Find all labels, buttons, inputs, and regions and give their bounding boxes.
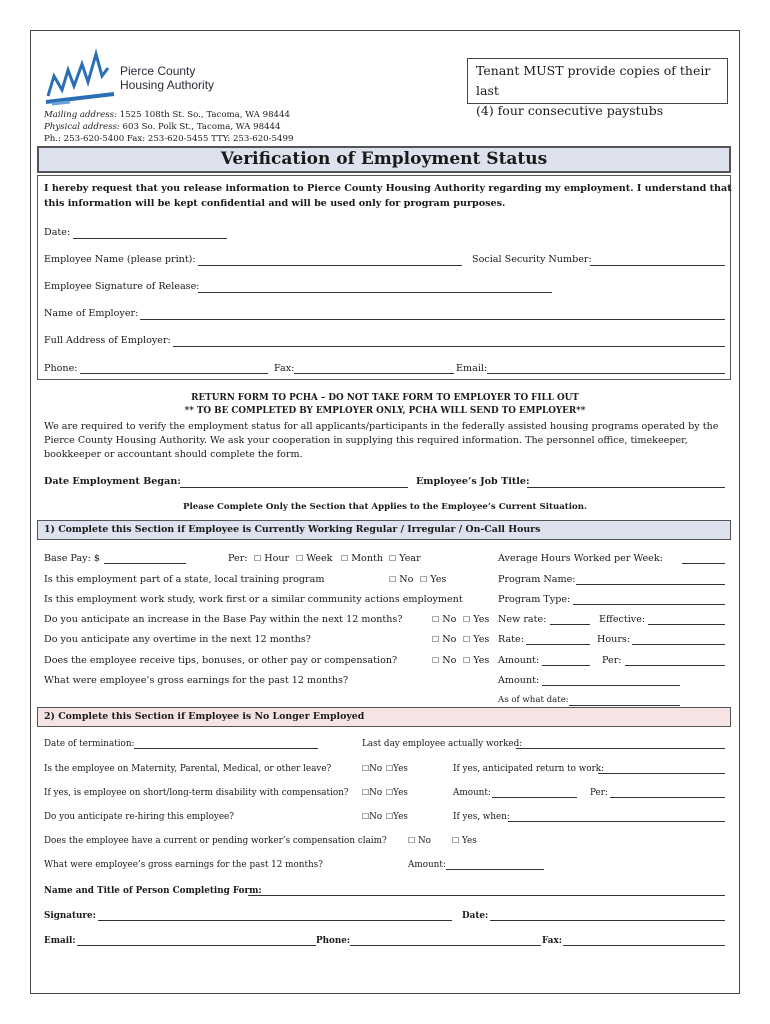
checkbox-icon: ☐ [463,615,471,624]
mailing-address: Mailing address: 1525 108th St. So., Tacoma, WA 98444 [44,110,290,120]
consent-line-2: this information will be kept confidential and will be used only for program purposes. [44,198,506,209]
employer-address-field[interactable] [173,346,725,347]
new-rate-label: New rate: [498,614,547,625]
job-title-label: Employee’s Job Title: [416,476,530,487]
q-work-study: Is this employment work study, work first or a similar community actions employment [44,594,463,605]
gross-amount-2-field[interactable] [446,869,544,870]
disability-per-label: Per: [590,788,608,798]
logo-line-1: Pierce County [120,64,196,78]
checkbox-icon: ☐ [341,554,349,563]
q-gross-earnings-1: What were employee’s gross earnings for the past 12 months? [44,675,349,686]
employer-name-label: Name of Employer: [44,308,139,319]
signature-release-label: Employee Signature of Release: [44,281,200,292]
as-of-date-field[interactable] [569,705,680,706]
logo-name [120,64,214,92]
ssn-label: Social Security Number: [472,254,592,265]
state-training-yes[interactable]: ☐ Yes [420,574,447,585]
rehire-yes[interactable]: ☐Yes [386,812,408,822]
rate-field[interactable] [526,644,590,645]
employer-name-field[interactable] [140,319,725,320]
signature-label: Signature: [44,911,96,921]
completer-fax-field[interactable] [563,945,725,946]
complete-only-note: Please Complete Only the Section that Applies to the Employee’s Current Situation. [183,502,587,512]
date-field[interactable] [73,238,227,239]
completion-date-label: Date: [462,911,489,921]
as-of-date-label: As of what date: [498,695,569,705]
increase-no[interactable]: ☐ No [432,614,457,625]
signature-field[interactable] [98,920,452,921]
q-rehire: Do you anticipate re-hiring this employee? [44,812,234,822]
per-label: Per: [228,553,248,564]
completer-email-label: Email: [44,936,76,946]
date-label: Date: [44,227,71,238]
employer-email-field[interactable] [487,373,725,374]
base-pay-field[interactable] [104,563,186,564]
program-type-label: Program Type: [498,594,571,605]
base-pay-label: Base Pay: $ [44,553,100,564]
name-title-field[interactable] [248,895,725,896]
completer-email-field[interactable] [77,945,316,946]
consent-line-1: I hereby request that you release information to Pierce County Housing Authority regarding my employment. I understand that [44,183,732,194]
employer-email-label: Email: [456,363,488,374]
tips-amount-field[interactable] [542,665,590,666]
employer-fax-field[interactable] [294,373,454,374]
disability-per-field[interactable] [610,797,725,798]
completer-fax-label: Fax: [542,936,562,946]
page-title: Verification of Employment Status [37,146,731,173]
date-began-field[interactable] [180,487,408,488]
disability-amount-field[interactable] [492,797,577,798]
checkbox-icon: ☐ [420,575,428,584]
gross-amount-label: Amount: [498,675,540,686]
q-workers-comp: Does the employee have a current or pending worker’s compensation claim? [44,836,387,846]
per-month-option[interactable]: ☐ Month [341,553,384,564]
employer-phone-label: Phone: [44,363,78,374]
gross-amount-field[interactable] [542,685,680,686]
paystub-notice: Tenant MUST provide copies of their last (4) four consecutive paystubs [467,58,728,104]
checkbox-icon: ☐ [463,656,471,665]
last-day-field[interactable] [516,748,725,749]
increase-yes[interactable]: ☐ Yes [463,614,490,625]
section2-heading: 2) Complete this Section if Employee is No Longer Employed [37,707,731,727]
logo-line-2: Housing Authority [120,78,215,92]
effective-field[interactable] [648,624,725,625]
checkbox-icon: ☐ [408,836,416,845]
checkbox-icon: ☐ [432,615,440,624]
program-name-field[interactable] [576,584,725,585]
disability-no[interactable]: ☐No [362,788,383,798]
job-title-field[interactable] [527,487,725,488]
workers-comp-no[interactable]: ☐ No [408,836,431,846]
rehire-when-label: If yes, when: [453,812,510,822]
disability-yes[interactable]: ☐Yes [386,788,408,798]
checkbox-icon: ☐ [362,812,370,821]
checkbox-icon: ☐ [452,836,460,845]
program-name-label: Program Name: [498,574,576,585]
q-increase: Do you anticipate an increase in the Base Pay within the next 12 months? [44,614,403,625]
employee-name-field[interactable] [198,265,462,266]
new-rate-field[interactable] [550,624,590,625]
name-title-label: Name and Title of Person Completing Form: [44,886,262,896]
effective-label: Effective: [599,614,646,625]
rehire-when-field[interactable] [508,821,725,822]
checkbox-icon: ☐ [432,635,440,644]
disability-amount-label: Amount: [453,788,491,798]
per-week-option[interactable]: ☐ Week [296,553,333,564]
section1-heading: 1) Complete this Section if Employee is Currently Working Regular / Irregular / On-Call Hours [37,520,731,540]
leave-no[interactable]: ☐No [362,764,383,774]
checkbox-icon: ☐ [362,788,370,797]
return-date-label: If yes, anticipated return to work: [453,764,605,774]
hours-field[interactable] [632,644,725,645]
instruction-para-3: bookkeeper or accountant should complete the form. [44,449,303,460]
hours-label: Hours: [597,634,631,645]
tips-amount-label: Amount: [498,655,540,666]
employer-address-label: Full Address of Employer: [44,335,171,346]
q-tips: Does the employee receive tips, bonuses, or other pay or compensation? [44,655,398,666]
tips-yes[interactable]: ☐ Yes [463,655,490,666]
tips-per-field[interactable] [625,665,725,666]
q-disability: If yes, is employee on short/long-term disability with compensation? [44,788,349,798]
checkbox-icon: ☐ [362,764,370,773]
completion-date-field[interactable] [490,920,725,921]
rate-label: Rate: [498,634,524,645]
termination-label: Date of termination: [44,739,135,749]
employer-fax-label: Fax: [274,363,295,374]
completer-phone-field[interactable] [350,945,541,946]
q-state-training: Is this employment part of a state, local training program [44,574,325,585]
employee-name-label: Employee Name (please print): [44,254,196,265]
workers-comp-yes[interactable]: ☐ Yes [452,836,477,846]
date-began-label: Date Employment Began: [44,476,181,487]
avg-hours-field[interactable] [682,563,725,564]
checkbox-icon: ☐ [386,788,394,797]
completer-phone-label: Phone: [316,936,351,946]
checkbox-icon: ☐ [296,554,304,563]
per-hour-option[interactable]: ☐ Hour [254,553,290,564]
checkbox-icon: ☐ [389,554,397,563]
ssn-field[interactable] [590,265,725,266]
checkbox-icon: ☐ [432,656,440,665]
program-type-field[interactable] [573,604,725,605]
tips-per-label: Per: [602,655,622,666]
instruction-para-1: We are required to verify the employment status for all applicants/participants in the federally assisted housing programs operated by the [44,421,719,432]
state-training-no[interactable]: ☐ No [389,574,414,585]
termination-field[interactable] [134,748,318,749]
gross-amount-2-label: Amount: [408,860,446,870]
per-year-option[interactable]: ☐ Year [389,553,421,564]
tips-no[interactable]: ☐ No [432,655,457,666]
return-date-field[interactable] [598,773,725,774]
instruction-para-2: Pierce County Housing Authority. We ask your cooperation in supplying this required information. The personnel office, timekeeper, [44,435,688,446]
return-instruction: RETURN FORM TO PCHA – DO NOT TAKE FORM TO EMPLOYER TO FILL OUT [191,393,579,403]
q-overtime: Do you anticipate any overtime in the next 12 months? [44,634,311,645]
overtime-yes[interactable]: ☐ Yes [463,634,490,645]
checkbox-icon: ☐ [386,764,394,773]
signature-release-field[interactable] [198,292,552,293]
employer-phone-field[interactable] [80,373,268,374]
checkbox-icon: ☐ [386,812,394,821]
rehire-no[interactable]: ☐No [362,812,383,822]
pcha-logo-icon [44,46,116,108]
overtime-no[interactable]: ☐ No [432,634,457,645]
q-gross-earnings-2: What were employee’s gross earnings for the past 12 months? [44,860,323,870]
employer-only-instruction: ** TO BE COMPLETED BY EMPLOYER ONLY, PCHA WILL SEND TO EMPLOYER** [184,406,586,416]
contact-phones: Ph.: 253-620-5400 Fax: 253-620-5455 TTY: 253-620-5499 [44,134,294,144]
checkbox-icon: ☐ [389,575,397,584]
leave-yes[interactable]: ☐Yes [386,764,408,774]
checkbox-icon: ☐ [254,554,262,563]
checkbox-icon: ☐ [463,635,471,644]
avg-hours-label: Average Hours Worked per Week: [498,553,663,564]
last-day-label: Last day employee actually worked: [362,739,523,749]
physical-address: Physical address: 603 So. Polk St., Tacoma, WA 98444 [44,122,281,132]
q-leave: Is the employee on Maternity, Parental, Medical, or other leave? [44,764,332,774]
